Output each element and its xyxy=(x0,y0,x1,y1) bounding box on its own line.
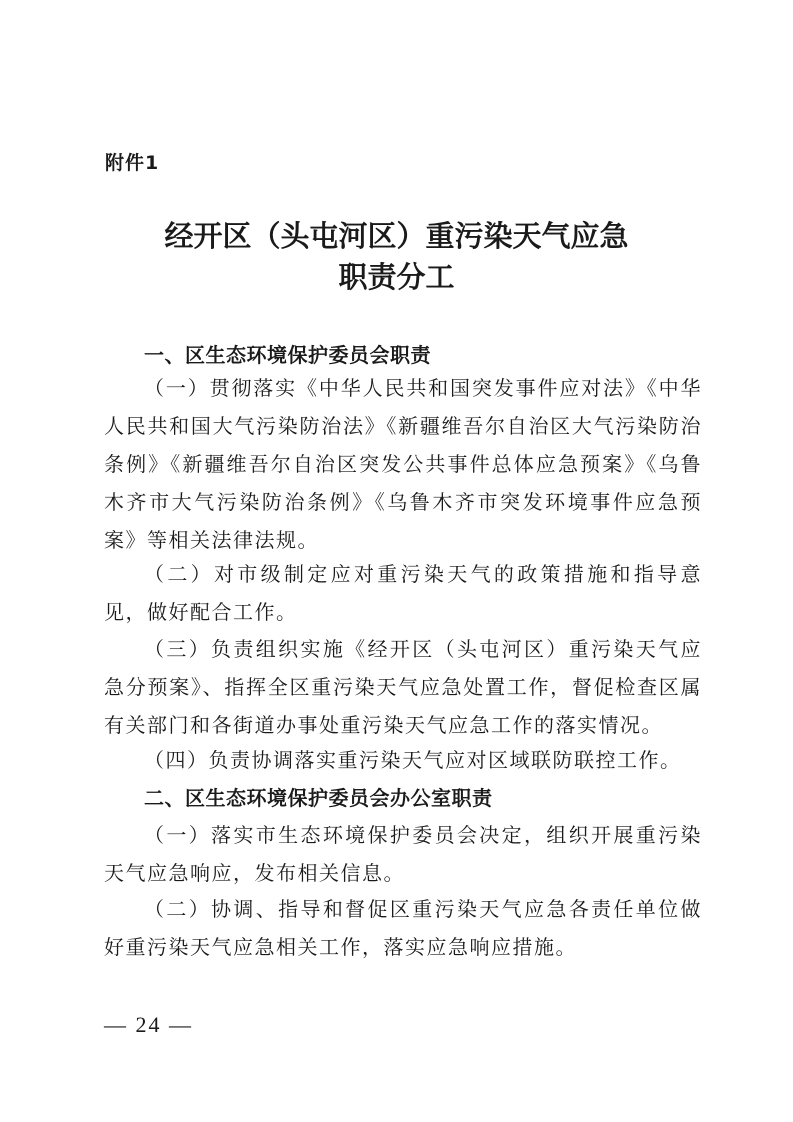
page-number: — 24 — xyxy=(104,1012,193,1037)
section-paragraph: （一）贯彻落实《中华人民共和国突发事件应对法》《中华人民共和国大气污染防治法》《新疆维吾尔自治区大气污染防治条例》《新疆维吾尔自治区突发公共事件总体应急预案》《乌鲁木齐市大气污染防治条例》《乌鲁木齐市突发环境事件应急预案》等相关法律法规。 xyxy=(104,376,702,552)
document-title-line-2: 职责分工 xyxy=(338,260,455,294)
section-paragraph: （一）落实市生态环境保护委员会决定，组织开展重污染天气应急响应，发布相关信息。 xyxy=(104,823,702,885)
section-paragraph: （三）负责组织实施《经开区（头屯河区）重污染天气应急分预案》、指挥全区重污染天气应急处置工作，督促检查区属有关部门和各街道办事处重污染天气应急工作的落实情况。 xyxy=(104,637,702,737)
document-title-line-1: 经开区（头屯河区）重污染天气应急 xyxy=(164,219,629,253)
section-heading: 一、区生态环境保护委员会职责 xyxy=(144,343,431,367)
section-paragraph: （二）协调、指导和督促区重污染天气应急各责任单位做好重污染天气应急相关工作，落实应急响应措施。 xyxy=(104,897,702,959)
section-paragraph: （四）负责协调落实重污染天气应对区域联防联控工作。 xyxy=(144,748,682,772)
attachment-label: 附件1 xyxy=(105,152,160,174)
section-paragraph: （二）对市级制定应对重污染天气的政策措施和指导意见，做好配合工作。 xyxy=(104,562,702,624)
section-heading: 二、区生态环境保护委员会办公室职责 xyxy=(144,786,493,810)
